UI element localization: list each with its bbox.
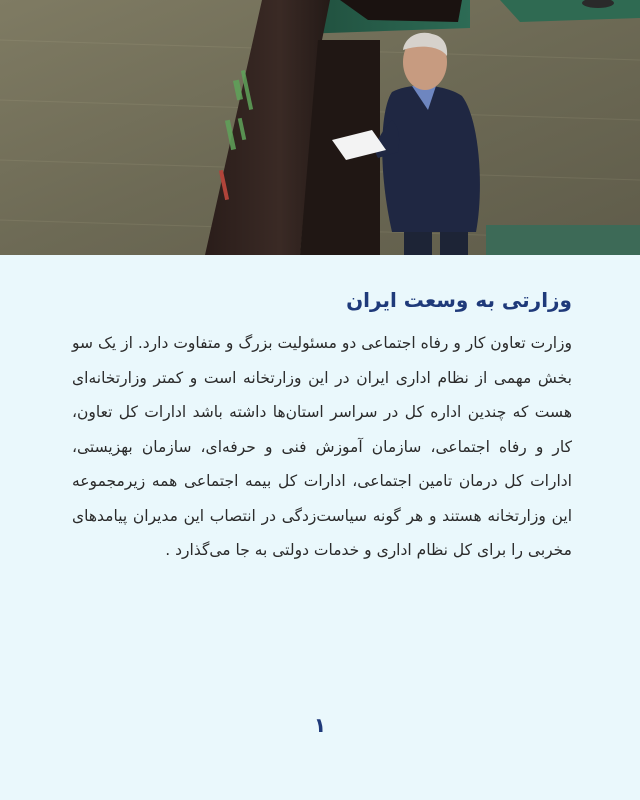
article-headline: وزارتی به وسعت ایران bbox=[346, 288, 572, 312]
header-photo bbox=[0, 0, 640, 255]
page-number: ۱ bbox=[313, 713, 327, 737]
article-body: وزارت تعاون کار و رفاه اجتماعی دو مسئولیت بزرگ و متفاوت دارد. از یک سو بخش مهمی از نظام اداری ایران در این وزارتخانه است و کمتر وزارتخانه‌ای هست که چندین اداره کل در سراسر استان‌ها داشته باشد ادارات کل تعاون، کار و رفاه اجتماعی، سازمان آموزش فنی و حرفه‌ای، سازمان بهزیستی، ادارات کل درمان تامین اجتماعی، ادارات کل بیمه اجتماعی همه زیرمجموعه این وزارتخانه هستند و هر گونه سیاست‌زدگی در انتصاب این مدیران پیامدهای مخربی را برای کل نظام اداری و خدمات دولتی به جا می‌گذارد . bbox=[72, 334, 572, 559]
